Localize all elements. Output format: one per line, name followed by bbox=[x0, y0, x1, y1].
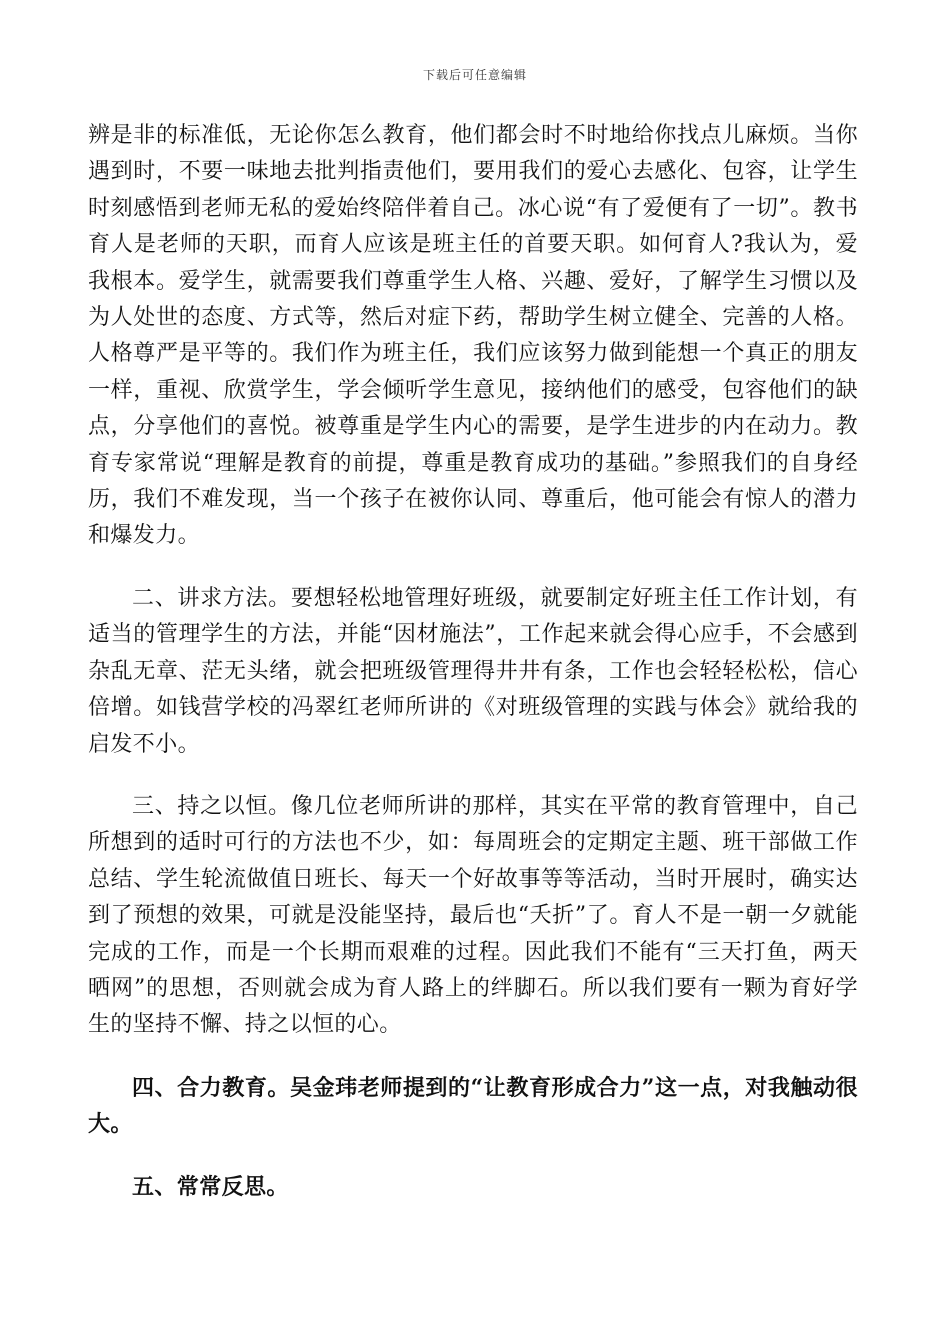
paragraph-joint-education: 四、合力教育。吴金玮老师提到的“让教育形成合力”这一点，对我触动很大。 bbox=[88, 1074, 858, 1138]
paragraph-reflection: 五、常常反思。 bbox=[132, 1173, 289, 1200]
paragraph-method: 二、讲求方法。要想轻松地管理好班级，就要制定好班主任工作计划，有适当的管理学生的方法，并能“因材施法”，工作起来就会得心应手，不会感到杂乱无章、茫无头绪，就会把班级管理得井井有条，工作也会轻轻松松，信心倍增。如钱营学校的冯翠红老师所讲的《对班级管理的实践与体会》就给我的启发不小。 bbox=[88, 586, 858, 757]
paragraph-love: 辨是非的标准低，无论你怎么教育，他们都会时不时地给你找点儿麻烦。当你遇到时，不要一味地去批判指责他们，要用我们的爱心去感化、包容，让学生时刻感悟到老师无私的爱始终陪伴着自己。冰心说“有了爱便有了一切”。教书育人是老师的天职，而育人应该是班主任的首要天职。如何育人?我认为，爱我根本。爱学生，就需要我们尊重学生人格、兴趣、爱好，了解学生习惯以及为人处世的态度、方式等，然后对症下药，帮助学生树立健全、完善的人格。人格尊严是平等的。我们作为班主任，我们应该努力做到能想一个真正的朋友一样，重视、欣赏学生，学会倾听学生意见，接纳他们的感受，包容他们的缺点，分享他们的喜悦。被尊重是学生内心的需要，是学生进步的内在动力。教育专家常说“理解是教育的前提，尊重是教育成功的基础。”参照我们的自身经历，我们不难发现，当一个孩子在被你认同、尊重后，他可能会有惊人的潜力和爆发力。 bbox=[88, 123, 858, 549]
page-header: 下载后可任意编辑 bbox=[422, 68, 527, 82]
document-body bbox=[88, 118, 858, 1205]
paragraph-persistence: 三、持之以恒。像几位老师所讲的那样，其实在平常的教育管理中，自己所想到的适时可行的方法也不少，如：每周班会的定期定主题、班干部做工作总结、学生轮流做值日班长、每天一个好故事等等活动，当时开展时，确实达到了预想的效果，可就是没能坚持，最后也“夭折”了。育人不是一朝一夕就能完成的工作，而是一个长期而艰难的过程。因此我们不能有“三天打鱼，两天晒网”的思想，否则就会成为育人路上的绊脚石。所以我们要有一颗为育好学生的坚持不懈、持之以恒的心。 bbox=[88, 794, 858, 1038]
